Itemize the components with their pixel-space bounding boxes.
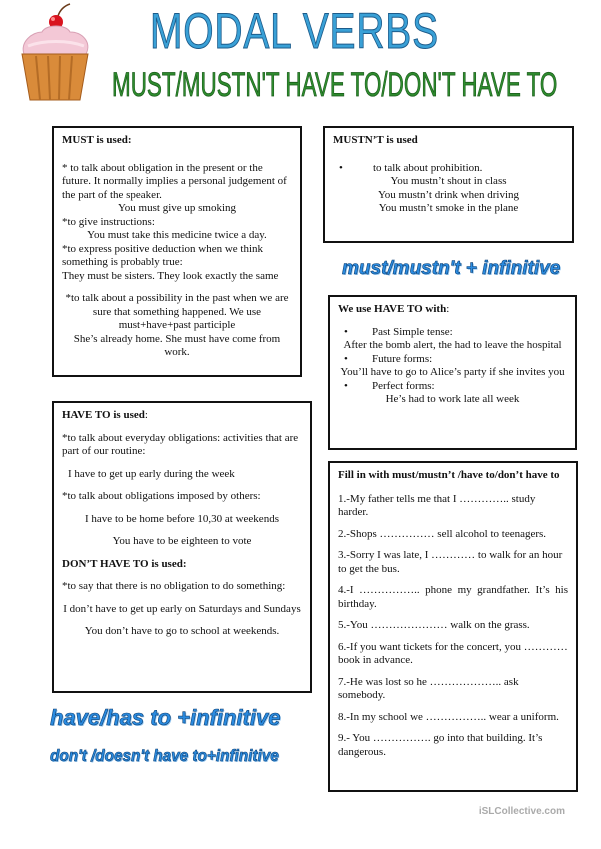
have-to-example-1: After the bomb alert, the had to leave the hospital: [343, 339, 562, 351]
dont-have-to-example-2: You don’t have to go to school at weekends.: [84, 625, 280, 637]
exercise-item: 3.-Sorry I was late, I ………… to walk for an hour to get the bus.: [338, 549, 563, 575]
have-to-heading-colon: :: [144, 409, 148, 421]
dont-have-to-rule: *to say that there is no obligation to do something:: [62, 580, 286, 592]
mustnt-bullet: • to talk about prohibition.: [333, 162, 564, 176]
exercise-item: 2.-Shops …………… sell alcohol to teenagers.: [338, 527, 547, 540]
cupcake-icon: [14, 2, 96, 104]
must-heading: MUST is used:: [62, 134, 132, 146]
mustnt-example-2: You mustn’t drink when driving: [377, 188, 520, 201]
must-infinitive-wordart: must/mustn't + infinitive: [342, 258, 561, 279]
have-to-uses-box: [328, 295, 577, 450]
exercise-item: 5.-You ………………… walk on the grass.: [338, 619, 530, 631]
have-to-box: [52, 401, 312, 693]
have-to-heading: HAVE TO is used: [62, 409, 145, 421]
must-example-1: You must give up smoking: [117, 202, 237, 214]
exercise-item: 6.-If you want tickets for the concert, you ………… book in advance.: [338, 640, 568, 666]
must-rule-1: * to talk about obligation in the present or the future. It normally implies a personal judgement of the part of the speaker.: [62, 161, 287, 201]
exercise-box: [328, 461, 578, 792]
have-to-example-3: He’s had to work late all week: [385, 393, 520, 405]
have-to-bullet-1: • Past Simple tense:: [338, 326, 567, 340]
exercise-item: 8.-In my school we …………….. wear a uniform.: [338, 710, 559, 723]
have-to-example-3: You have to be eighteen to vote: [112, 535, 252, 547]
must-example-2: You must take this medicine twice a day.: [87, 229, 267, 241]
dont-have-to-example-1: I don’t have to get up early on Saturdays and Sundays: [63, 602, 301, 615]
dont-have-infinitive-wordart: don't /doesn't have to+infinitive: [50, 746, 279, 765]
must-example-4: She’s already home. She must have come from work.: [73, 332, 281, 358]
have-to-rule-1: *to talk about everyday obligations: activities that are part of our routine:: [62, 431, 299, 457]
exercise-heading: Fill in with must/mustn’t /have to/don’t have to: [338, 469, 560, 481]
mustnt-heading: MUSTN’T is used: [333, 134, 418, 146]
watermark: iSLCollective.com: [478, 806, 565, 817]
exercise-item: 9.- You ……………. go into that building. It’s dangerous.: [338, 732, 543, 758]
exercise-item: 7.-He was lost so he ……………….. ask somebody.: [338, 675, 519, 701]
must-box: [52, 126, 302, 377]
must-rule-4: *to talk about a possibility in the past when we are sure that something happened. We use must+have+past participle: [65, 292, 289, 331]
dont-have-to-heading: DON’T HAVE TO is used:: [62, 557, 187, 570]
have-to-example-2: I have to be home before 10,30 at weekends: [85, 512, 279, 525]
page-title: MODAL VERBS: [150, 3, 439, 59]
must-rule-3: *to express positive deduction when we think something is probably true:: [62, 242, 264, 268]
have-to-example-1: I have to get up early during the week: [68, 467, 235, 480]
page-subtitle: MUST/MUSTN'T HAVE TO/DON'T HAVE TO: [112, 66, 558, 104]
must-rule-2: *to give instructions:: [62, 215, 155, 228]
have-to-bullet-2: • Future forms:: [338, 353, 567, 367]
have-infinitive-wordart: have/has to +infinitive: [50, 705, 281, 730]
have-to-bullet-3: • Perfect forms:: [338, 380, 567, 394]
have-to-uses-heading: We use HAVE TO with: [338, 303, 447, 315]
exercise-item: 4.-I …………….. phone my grandfather. It’s his birthday.: [338, 584, 568, 610]
have-to-rule-2: *to talk about obligations imposed by others:: [62, 490, 261, 502]
mustnt-box: [323, 126, 574, 243]
have-to-example-2: You’ll have to go to Alice’s party if she invites you: [340, 366, 565, 378]
have-to-uses-colon: :: [446, 303, 450, 315]
mustnt-example-1: You mustn’t shout in class: [390, 175, 507, 187]
must-example-3: They must be sisters. They look exactly the same: [62, 269, 279, 282]
mustnt-example-3: You mustn’t smoke in the plane: [378, 202, 519, 214]
exercise-item: 1.-My father tells me that I ………….. study harder.: [338, 492, 536, 518]
